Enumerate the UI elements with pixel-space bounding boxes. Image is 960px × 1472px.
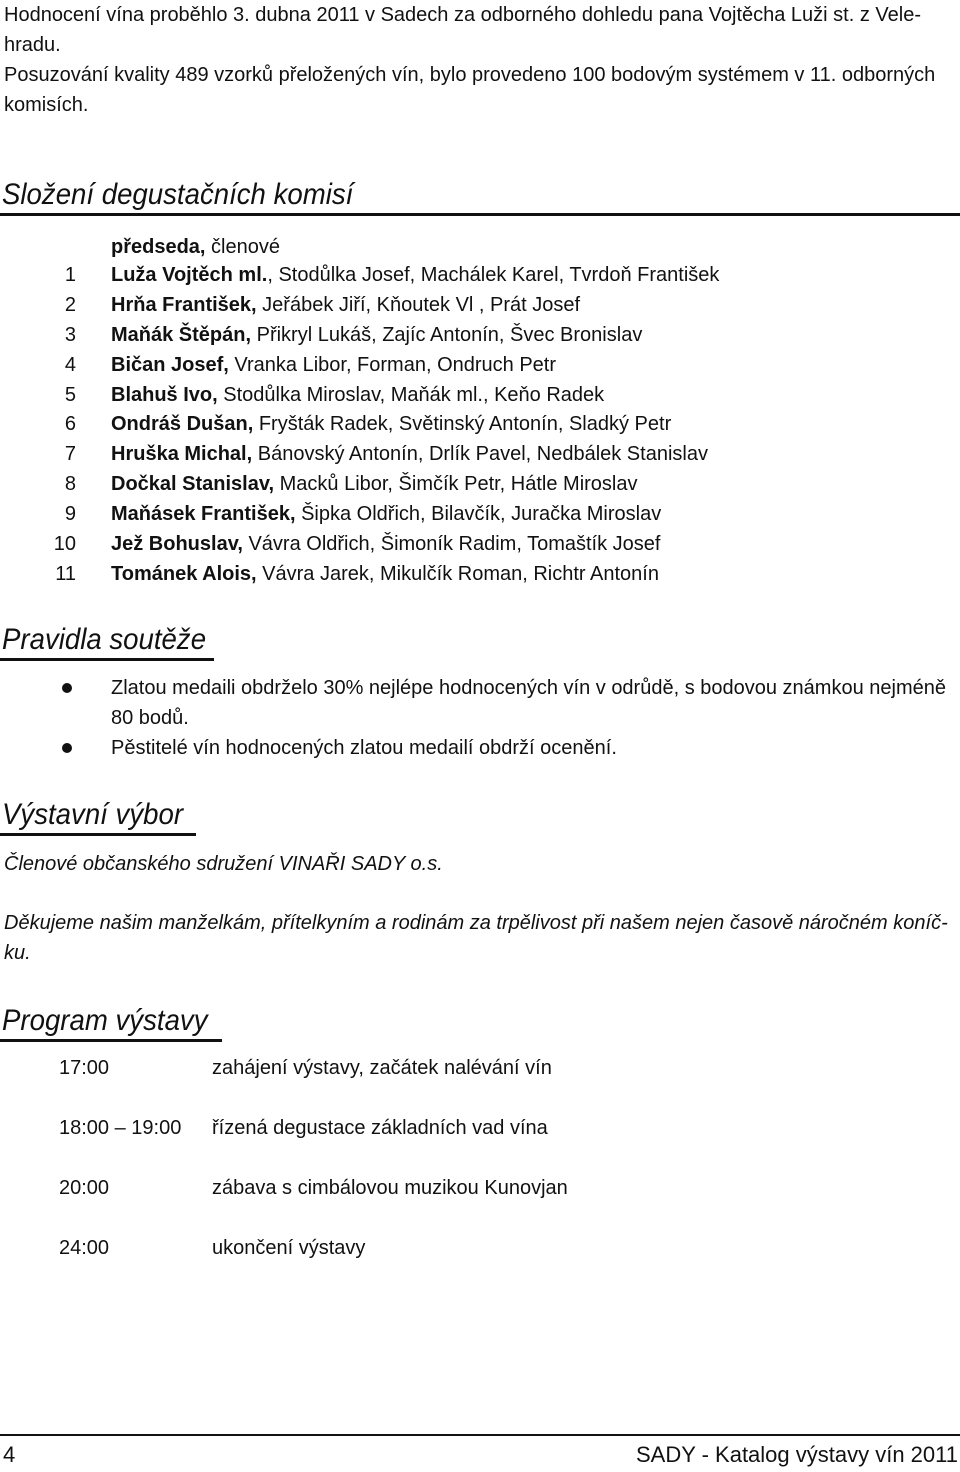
rules-heading: Pravidla soutěže bbox=[2, 623, 207, 656]
committee-members: Vranka Libor, Forman, Ondruch Petr bbox=[228, 353, 557, 376]
committee-number: 4 bbox=[64, 353, 76, 376]
committee-row bbox=[0, 499, 955, 529]
committee-members: Macků Libor, Šimčík Petr, Hátle Miroslav bbox=[274, 473, 638, 496]
committee-row bbox=[0, 350, 955, 380]
committee-chair bbox=[111, 469, 638, 499]
program-time: 17:00 bbox=[59, 1057, 110, 1079]
committee-number: 11 bbox=[55, 562, 76, 585]
rule-text: Pěstitelé vín hodnocených zlatou medailí obdrží ocenění. bbox=[111, 737, 617, 759]
chair-name: Ondráš Dušan, bbox=[111, 413, 254, 436]
thanks-line: Děkujeme našim manželkám, přítelkyním a rodinám za trpělivost při našem nejen časově náročném koníč- bbox=[4, 912, 948, 934]
committee-members: Jeřábek Jiří, Kňoutek Vl , Prát Josef bbox=[256, 293, 581, 316]
program-event: zahájení výstavy, začátek nalévání vín bbox=[212, 1057, 552, 1079]
committee-members: Přikryl Lukáš, Zajíc Antonín, Švec Bronislav bbox=[251, 323, 643, 346]
program-event: zábava s cimbálovou muzikou Kunovjan bbox=[212, 1177, 568, 1199]
committee-number: 1 bbox=[64, 264, 76, 286]
committee-list bbox=[0, 260, 955, 589]
chair-name: Hrňa František, bbox=[111, 293, 257, 316]
committee-members: Šipka Oldřich, Bilavčík, Juračka Miroslav bbox=[295, 503, 662, 526]
committee-number: 5 bbox=[64, 383, 76, 406]
chair-name: Hruška Michal, bbox=[111, 443, 253, 466]
committee-members: Bánovský Antonín, Drlík Pavel, Nedbálek Stanislav bbox=[252, 443, 708, 466]
thanks-line: ku. bbox=[4, 942, 31, 964]
intro-line: komisích. bbox=[4, 94, 89, 116]
committee-chair bbox=[111, 499, 661, 529]
program-time: 18:00 – 19:00 bbox=[59, 1117, 182, 1139]
program-list bbox=[0, 1053, 960, 1293]
program-row bbox=[0, 1113, 960, 1173]
committee-number: 10 bbox=[53, 533, 76, 556]
chair-label: předseda, bbox=[111, 236, 206, 258]
expo-committee-heading: Výstavní výbor bbox=[2, 798, 184, 831]
committee-number: 2 bbox=[64, 293, 76, 316]
program-row bbox=[0, 1053, 960, 1113]
committee-chair bbox=[111, 529, 660, 559]
chair-name: Jež Bohuslav, bbox=[111, 533, 243, 556]
committee-row bbox=[0, 529, 955, 559]
committee-row bbox=[0, 320, 955, 350]
program-time: 24:00 bbox=[59, 1237, 110, 1259]
committee-number: 8 bbox=[64, 473, 76, 496]
chair-name: Maňák Štěpán, bbox=[111, 323, 252, 346]
chair-name: Dočkal Stanislav, bbox=[111, 473, 275, 496]
committee-chair bbox=[111, 350, 556, 380]
committee-chair bbox=[111, 290, 580, 320]
committee-chair bbox=[111, 559, 659, 589]
committee-row bbox=[0, 439, 955, 469]
program-heading-rule bbox=[0, 1039, 222, 1042]
committee-column-header bbox=[111, 232, 280, 262]
committee-row bbox=[0, 559, 955, 589]
committee-number: 6 bbox=[64, 413, 76, 436]
committee-row bbox=[0, 380, 955, 410]
committee-number: 3 bbox=[64, 323, 76, 346]
rule-item bbox=[0, 733, 960, 763]
footer-rule bbox=[0, 1434, 960, 1436]
committee-number: 9 bbox=[64, 503, 76, 526]
committee-members: Vávra Oldřich, Šimoník Radim, Tomaštík Josef bbox=[242, 533, 661, 556]
intro-line: hradu. bbox=[4, 34, 61, 56]
chair-name: Blahuš Ivo, bbox=[111, 383, 218, 406]
chair-name: Bičan Josef, bbox=[111, 353, 229, 376]
committee-members: Fryšták Radek, Světinský Antonín, Sladký Petr bbox=[253, 413, 672, 436]
rules-heading-rule bbox=[0, 658, 214, 661]
chair-name: Luža Vojtěch ml. bbox=[111, 264, 268, 286]
footer-title: SADY - Katalog výstavy vín 2011 bbox=[635, 1442, 958, 1467]
rule-text: Zlatou medaili obdrželo 30% nejlépe hodnocených vín v odrůdě, s bodovou známkou nejméně 80 bodů. bbox=[111, 677, 946, 729]
committee-chair bbox=[111, 409, 671, 439]
committee-members: Stodůlka Miroslav, Maňák ml., Keňo Radek bbox=[217, 383, 605, 406]
bullet-icon bbox=[62, 743, 72, 753]
chair-name: Maňásek František, bbox=[111, 503, 296, 526]
committee-chair bbox=[111, 380, 604, 410]
page-number: 4 bbox=[3, 1442, 16, 1467]
committees-heading: Složení degustačních komisí bbox=[2, 178, 354, 211]
program-event: ukončení výstavy bbox=[212, 1237, 366, 1259]
committee-row bbox=[0, 409, 955, 439]
program-row bbox=[0, 1233, 960, 1293]
committee-number: 7 bbox=[64, 443, 76, 466]
expo-committee-members: Členové občanského sdružení VINAŘI SADY o.s. bbox=[4, 853, 443, 875]
committee-chair bbox=[111, 439, 708, 469]
committee-row bbox=[0, 260, 955, 290]
program-time: 20:00 bbox=[59, 1177, 110, 1199]
committee-chair bbox=[111, 260, 719, 290]
rule-item bbox=[0, 673, 960, 733]
intro-line: Posuzování kvality 489 vzorků přeložených vín, bylo provedeno 100 bodovým systémem v 11. odborných bbox=[4, 64, 936, 86]
intro-line: Hodnocení vína proběhlo 3. dubna 2011 v Sadech za odborného dohledu pana Vojtěcha Luži st. z Vele- bbox=[4, 4, 921, 26]
committee-row bbox=[0, 469, 955, 499]
rules-list bbox=[0, 673, 960, 763]
chair-name: Tománek Alois, bbox=[111, 562, 257, 585]
committees-heading-rule bbox=[0, 213, 960, 216]
committee-members: , Stodůlka Josef, Machálek Karel, Tvrdoň František bbox=[267, 264, 720, 286]
program-heading: Program výstavy bbox=[2, 1004, 208, 1037]
intro-paragraph bbox=[4, 0, 959, 120]
committee-members: Vávra Jarek, Mikulčík Roman, Richtr Antonín bbox=[256, 562, 659, 585]
program-event: řízená degustace základních vad vína bbox=[212, 1117, 548, 1139]
program-row bbox=[0, 1173, 960, 1233]
expo-committee-heading-rule bbox=[0, 833, 196, 836]
committee-chair bbox=[111, 320, 642, 350]
bullet-icon bbox=[62, 683, 72, 693]
members-label: členové bbox=[205, 236, 280, 258]
committee-row bbox=[0, 290, 955, 320]
